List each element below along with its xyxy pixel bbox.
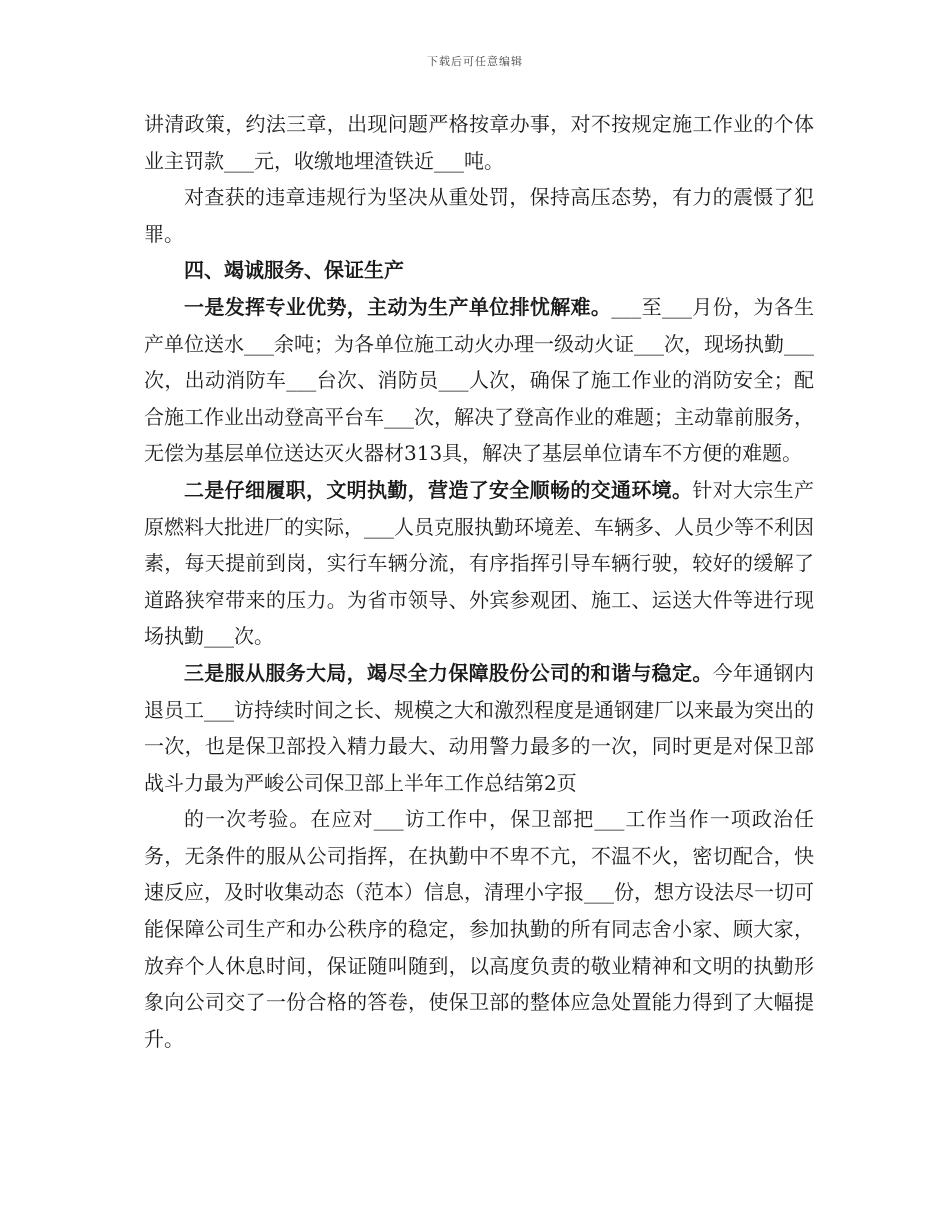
paragraph-lead: 二是仔细履职，文明执勤，营造了安全顺畅的交通环境。 [184,477,693,502]
paragraph-text: 的一次考验。在应对___访工作中，保卫部把___工作当作一项政治任务，无条件的服从公司指挥，在执勤中不卑不亢，不温不火，密切配合，快速反应，及时收集动态（范本）信息，清理小字报___份，想方设法尽一切可能保障公司生产和办公秩序的稳定，参加执勤的所有同志舍小家、顾大家，放弃个人休息时间，保证随叫随到，以高度负责的敬业精神和文明的执勤形象向公司交了一份合格的答卷，使保卫部的整体应急处置能力得到了大幅提升。 [144,807,814,1051]
paragraph-traffic-duty [144,472,814,655]
paragraph-text: 今年通钢内退员工___访持续时间之长、规模之大和激烈程度是通钢建厂以来最为突出的一次，也是保卫部投入精力最大、动用警力最多的一次，同时更是对保卫部战斗力最为严峻公司保卫部上半年工作总结第2页 [144,660,815,795]
paragraph-test [144,801,814,1057]
section-heading [144,252,814,289]
paragraph-penalty [144,106,814,179]
paragraph-text: 对查获的违章违规行为坚决从重处罚，保持高压态势，有力的震慑了犯罪。 [144,185,814,246]
paragraph-stability [144,655,814,801]
paragraph-text: 针对大宗生产原燃料大批进厂的实际，___人员克服执勤环境差、车辆多、人员少等不利因素，每天提前到岗，实行车辆分流，有序指挥引导车辆行驶，较好的缓解了道路狭窄带来的压力。为省市领导、外宾参观团、施工、运送大件等进行现场执勤___次。 [144,477,815,649]
section-heading-text: 四、竭诚服务、保证生产 [184,258,404,283]
paragraph-text: 讲清政策，约法三章，出现问题严格按章办事，对不按规定施工作业的个体业主罚款___元，收缴地埋渣铁近___吨。 [144,112,814,173]
page-header: 下载后可任意编辑 [427,55,523,68]
document-body [144,106,814,1057]
paragraph-lead: 三是服从服务大局，竭尽全力保障股份公司的和谐与稳定。 [184,660,713,685]
paragraph-text: ___至___月份，为各生产单位送水___余吨；为各单位施工动火办理一级动火证___次，现场执勤___次，出动消防车___台次、消防员___人次，确保了施工作业的消防安全；配合施工作业出动登高平台车___次，解决了登高作业的难题；主动靠前服务，无偿为基层单位送达灭火器材313具，解决了基层单位请车不方便的难题。 [144,294,815,466]
paragraph-deterrence [144,179,814,252]
paragraph-professional-advantage [144,289,814,472]
paragraph-lead: 一是发挥专业优势，主动为生产单位排忧解难。 [184,294,612,319]
